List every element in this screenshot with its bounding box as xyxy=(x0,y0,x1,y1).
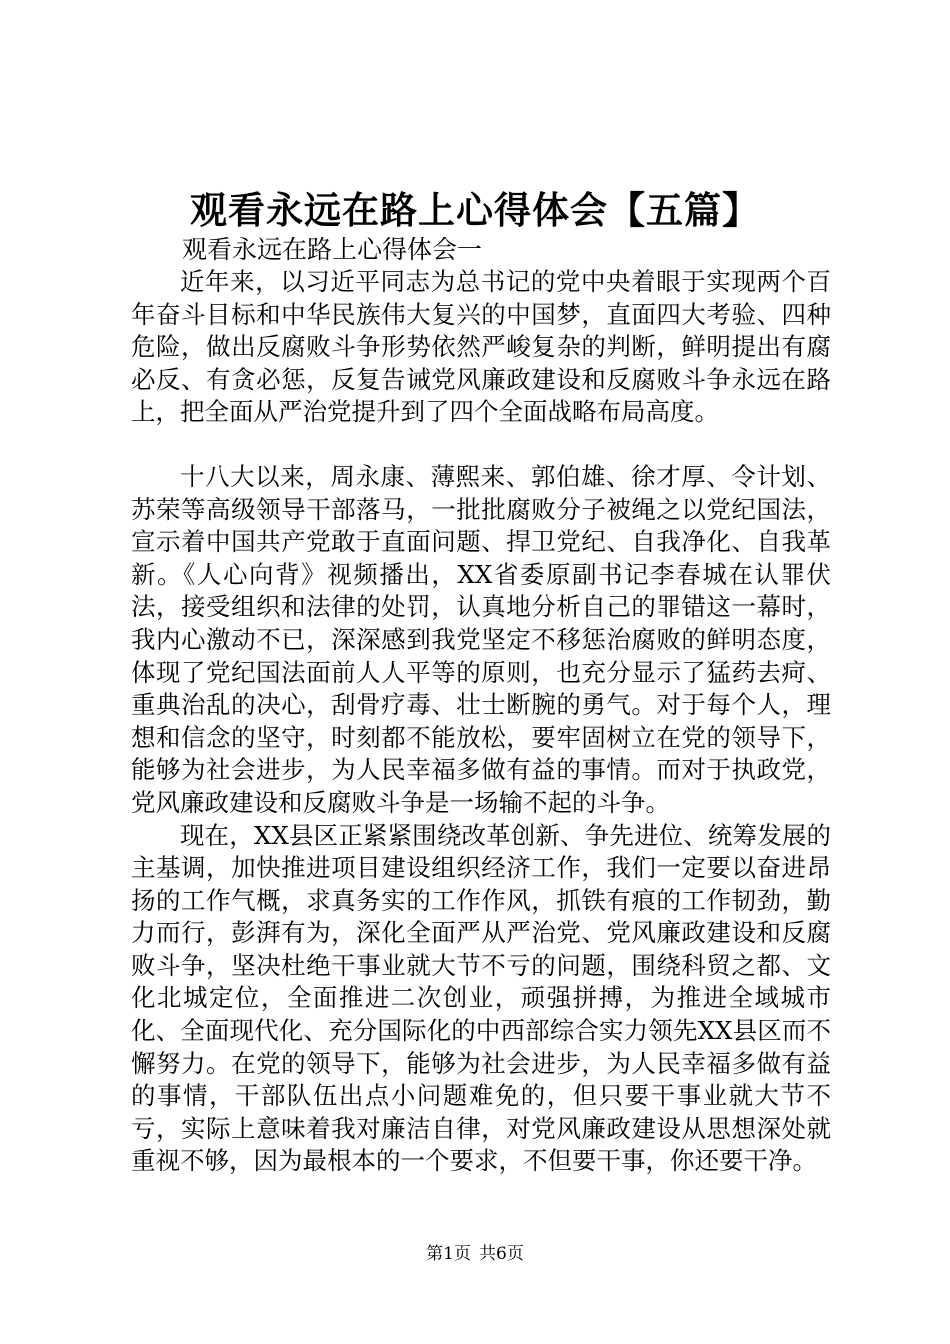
page-number-total: 共6页 xyxy=(479,1244,524,1264)
body-paragraph-2: 十八大以来，周永康、薄熙来、郭伯雄、徐才厚、令计划、苏荣等高级领导干部落马，一批批腐败分子被绳之以党纪国法，宣示着中国共产党敢于直面问题、捍卫党纪、自我净化、自我革新。《人心向背》视频播出，XX省委原副书记李春城在认罪伏法，接受组织和法律的处罚，认真地分析自己的罪错这一幕时，我内心激动不已，深深感到我党坚定不移惩治腐败的鲜明态度，体现了党纪国法面前人人平等的原则，也充分显示了猛药去疴、重典治乱的决心，刮骨疗毒、壮士断腕的勇气。对于每个人，理想和信念的坚守，时刻都不能放松，要牢固树立在党的领导下，能够为社会进步，为人民幸福多做有益的事情。而对于执政党，党风廉政建设和反腐败斗争是一场输不起的斗争。 xyxy=(131,461,831,817)
section-heading: 观看永远在路上心得体会一 xyxy=(182,235,483,264)
body-paragraph-1: 近年来，以习近平同志为总书记的党中央着眼于实现两个百年奋斗目标和中华民族伟大复兴的中国梦，直面四大考验、四种危险，做出反腐败斗争形势依然严峻复杂的判断，鲜明提出有腐必反、有贪必惩，反复告诫党风廉政建设和反腐败斗争永远在路上，把全面从严治党提升到了四个全面战略布局高度。 xyxy=(131,267,831,427)
page-number-current: 第1页 xyxy=(426,1244,471,1264)
document-title: 观看永远在路上心得体会【五篇】 xyxy=(190,188,760,232)
body-paragraph-3: 现在，XX县区正紧紧围绕改革创新、争先进位、统筹发展的主基调，加快推进项目建设组织经济工作，我们一定要以奋进昂扬的工作气概，求真务实的工作作风，抓铁有痕的工作韧劲，勤力而行，彭湃有为，深化全面严从严治党、党风廉政建设和反腐败斗争，坚决杜绝干事业就大节不亏的问题，围绕科贸之都、文化北城定位，全面推进二次创业，顽强拼搏，为推进全域城市化、全面现代化、充分国际化的中西部综合实力领先XX县区而不懈努力。在党的领导下，能够为社会进步，为人民幸福多做有益的事情，干部队伍出点小问题难免的，但只要干事业就大节不亏，实际上意味着我对廉洁自律，对党风廉政建设从思想深处就重视不够，因为最根本的一个要求，不但要干事，你还要干净。 xyxy=(131,820,831,1176)
page-footer xyxy=(0,1243,950,1265)
document-body xyxy=(131,266,831,1178)
